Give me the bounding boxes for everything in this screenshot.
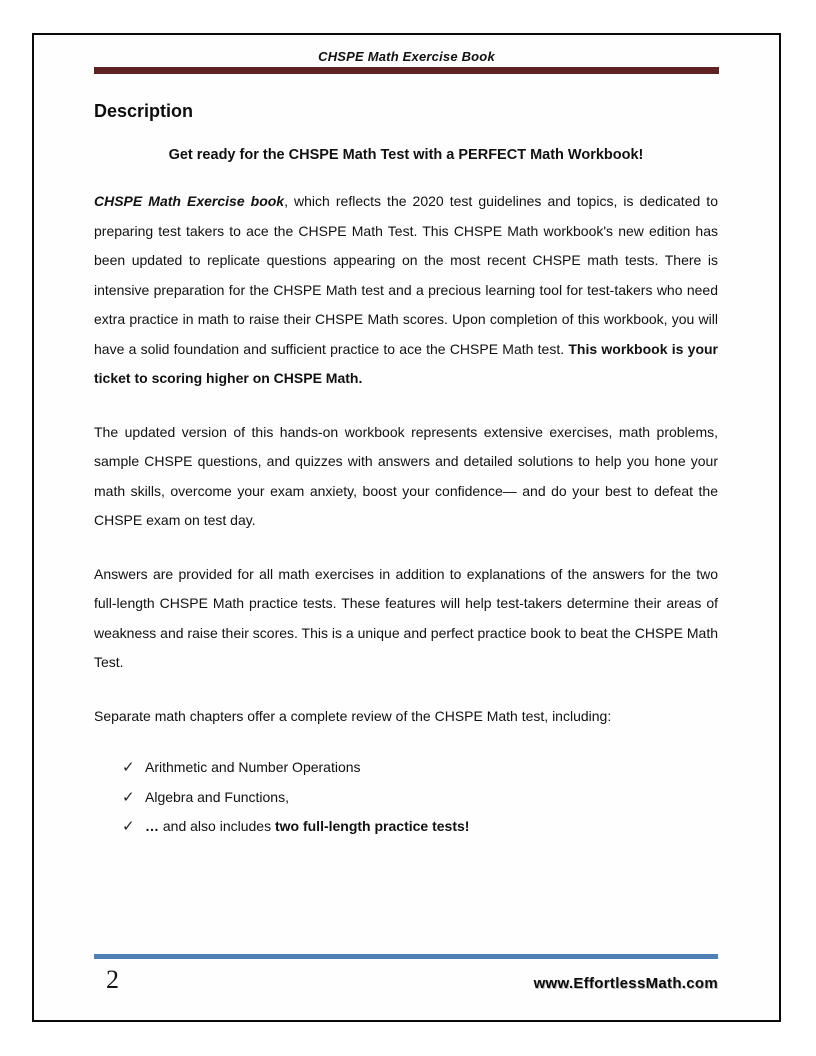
tagline: Get ready for the CHSPE Math Test with a PERFECT Math Workbook! xyxy=(168,147,644,163)
footer-rule xyxy=(94,954,718,959)
checkmark-icon: ✓ xyxy=(122,788,135,806)
paragraph-1: CHSPE Math Exercise book, which reflects the 2020 test guidelines and topics, is dedicated to preparing test takers to ace the CHSPE Math Test. This CHSPE Math workbook's new edition has been updated to replicate questions appearing on the most recent CHSPE math tests. There is intensive preparation for the CHSPE Math test and a precious learning tool for test-takers who need extra practice in math to raise their CHSPE Math scores. Upon completion of this workbook, you will have a solid foundation and sufficient practice to ace the CHSPE Math test. This workbook is your ticket to scoring higher on CHSPE Math. xyxy=(94,193,718,386)
page-border xyxy=(32,33,781,1022)
footer-row xyxy=(94,965,718,995)
page-content xyxy=(34,101,779,842)
header-rule xyxy=(94,67,719,74)
header-title: CHSPE Math Exercise Book xyxy=(318,49,495,64)
paragraph-4: Separate math chapters offer a complete review of the CHSPE Math test, including: xyxy=(94,707,612,724)
page-footer xyxy=(94,954,718,995)
paragraph-3: Answers are provided for all math exercises in addition to explanations of the answers for the two full-length CHSPE Math practice tests. These features will help test-takers determine their areas of weakness and raise their scores. This is a unique and perfect practice book to beat the CHSPE Math Test. xyxy=(94,565,718,670)
section-heading: Description xyxy=(94,101,194,121)
checklist-item xyxy=(122,783,718,813)
checklist xyxy=(94,753,718,842)
checklist-item xyxy=(122,812,718,842)
website-url: www.EffortlessMath.com xyxy=(533,975,718,992)
checkmark-icon: ✓ xyxy=(122,818,135,835)
checklist-item-text: Algebra and Functions, xyxy=(145,788,289,805)
paragraph-2: The updated version of this hands-on workbook represents extensive exercises, math problems, sample CHSPE questions, and quizzes with answers and detailed solutions to help you hone your math skills, overcome your exam anxiety, boost your confidence— and do your best to defeat the CHSPE exam on test day. xyxy=(94,423,718,528)
checklist-item xyxy=(122,753,718,783)
page-number: 2 xyxy=(106,965,119,994)
page-header xyxy=(34,49,779,74)
checklist-item-text: … and also includes two full-length practice tests! xyxy=(145,818,470,834)
checkmark-icon: ✓ xyxy=(122,759,135,776)
checklist-item-text: Arithmetic and Number Operations xyxy=(145,759,361,775)
